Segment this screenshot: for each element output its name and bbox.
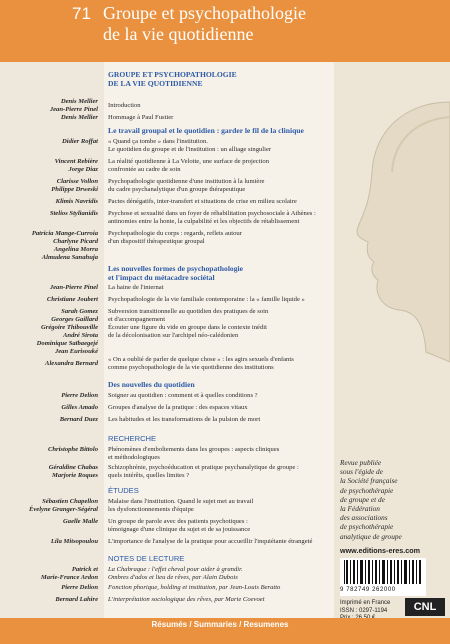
section-heading: Des nouvelles du quotidien	[108, 380, 195, 389]
profile-illustration	[334, 62, 450, 462]
barcode-icon	[340, 558, 426, 586]
author: Patrick et Marie-France Ardon	[40, 566, 98, 581]
author: Lila Mitsopoulou	[50, 538, 98, 545]
author: Stelios Stylianidis	[49, 210, 98, 217]
cnl-logo: CNL	[405, 598, 445, 616]
article-title: Malaise dans l'institution. Quand le sujet met au travail les dysfonctionnements d'équipe	[108, 498, 254, 513]
author: Christiane Joubert	[46, 296, 98, 303]
author: Sarah Gomez Georges Gaillard	[51, 308, 98, 323]
article-title: La réalité quotidienne à La Velotte, une surface de projection confrontée au cadre de soin	[108, 158, 269, 173]
author: Gilles Amado	[61, 404, 98, 411]
section-line: Les nouvelles formes de psychopathologie	[108, 264, 244, 273]
article-title: Soigner au quotidien : comment et à quelles conditions ?	[108, 392, 258, 399]
author: Pierre Delion	[61, 584, 98, 591]
article-title: La Chabraque : l'effet cheval pour aider à grandir. Ombres d'ados et lieu de rêves, par Alain Dubois	[108, 566, 243, 581]
section-heading: NOTES DE LECTURE	[108, 554, 185, 563]
section-line: GROUPE ET PSYCHOPATHOLOGIE	[108, 70, 237, 79]
author: Bernard Duez	[59, 416, 98, 423]
article-title: « On a oublié de parler de quelque chose » : les agirs sexuels d'enfants comme psychopathologie de la vie quotidienne des institutions	[108, 356, 294, 371]
author: Vincent Rebière Jorge Diaz	[54, 158, 98, 173]
website-link[interactable]: www.editions-eres.com	[340, 546, 421, 555]
article-title: Psychose et sexualité dans un foyer de réhabilitation psychosociale à Athènes : antinomies entre la honte, la culpabilité et les objectifs de rétablissement	[108, 210, 316, 225]
author: Denis Mellier	[60, 114, 98, 121]
publisher-note: Revue publiée sous l'égide de la Société française de psychothérapie de groupe et de la Fédération des associations de psychothérapie analytique de groupe	[340, 458, 402, 541]
article-title: « Quand ça tombe » dans l'institution. Le quotidien du groupe et de l'institution : un alliage singulier	[108, 138, 272, 153]
author: Clarisse Vollon Philippe Drweski	[51, 178, 98, 193]
author: Sébastien Chapellon Évelyne Granger-Ségéral	[28, 498, 98, 513]
section-heading: Le travail groupal et le quotidien : garder le fil de la clinique	[108, 126, 304, 135]
author: Klimis Navridis	[55, 198, 98, 205]
section-heading	[108, 264, 243, 282]
article-title: Pactes dénégatifs, inter-transfert et situations de crise en milieu scolaire	[108, 198, 297, 205]
article-title: Schizophrénie, psychoéducation et pratique psychanalytique de groupe : quels intérêts, quelles limites ?	[108, 464, 299, 479]
article-title: Psychopathologie du corps : regards, reflets autour d'un dispositif thérapeutique groupal	[108, 230, 242, 245]
author: Patricia Mange-Curroia Charlyne Picard Angelina Morra Almudena Sanahuja	[31, 230, 98, 261]
title-line-2: de la vie quotidienne	[103, 24, 254, 44]
author: Gaelle Malle	[63, 518, 98, 525]
cover-portrait	[334, 62, 450, 644]
article-title: Écouter une figure du vide en groupe dans le contexte inédit de la décolonisation sur l'archipel néo-calédonien	[108, 324, 267, 339]
section-line: DE LA VIE QUOTIDIENNE	[108, 79, 203, 88]
author: Bernard Lahire	[55, 596, 98, 603]
article-title: Psychopathologie de la vie familiale contemporaine : la « famille liquide »	[108, 296, 305, 303]
article-title: Groupes d'analyse de la pratique : des espaces vitaux	[108, 404, 248, 411]
article-title: L'interprétation sociologique des rêves, par Marie Coevoet	[108, 596, 265, 603]
article-title: Introduction	[108, 102, 141, 109]
section-heading-main	[108, 70, 237, 88]
article-title: La haine de l'internat	[108, 284, 164, 291]
article-title: Les habitudes et les transformations de la pulsion de mort	[108, 416, 261, 423]
author: Denis Mellier Jean-Pierre Pinel	[49, 98, 98, 113]
author: Géraldine Chabas Marjorie Roques	[48, 464, 98, 479]
print-info: Imprimé en France ISSN : 0297-1194	[340, 600, 391, 614]
article-title: Phénomènes d'emboîtements dans les groupes : aspects cliniques et méthodologiques	[108, 446, 280, 461]
author: Jean-Pierre Pinel	[49, 284, 98, 291]
article-title: Fonction phorique, holding et institution, par Jean-Louis Beratto	[108, 584, 281, 591]
author: Alexandra Bernard	[45, 360, 98, 367]
article-title: L'importance de l'analyse de la pratique pour accueillir l'inquiétante étrangeté	[108, 538, 313, 545]
journal-title	[103, 3, 443, 45]
author: Didier Roffat	[62, 138, 98, 145]
article-title: Hommage à Paul Fustier	[108, 114, 174, 121]
issue-number: 71	[72, 4, 91, 23]
section-line: et l'impact du métacadre sociétal	[108, 273, 215, 282]
section-heading: RECHERCHE	[108, 434, 157, 443]
article-title: Un groupe de parole avec des patients psychotiques : témoignage d'une clinique du sujet et de sa jouissance	[108, 518, 251, 533]
article-title: Subversion transitionnelle au quotidien des pratiques de soin et d'accompagnement	[108, 308, 269, 323]
article-title: Psychopathologie quotidienne d'une institution à la lumière du cadre psychanalytique d'un groupe thérapeutique	[108, 178, 265, 193]
section-heading: ÉTUDES	[108, 486, 139, 495]
resumes-footer: Résumés / Summaries / Resumenes	[151, 620, 289, 629]
isbn-number: 9 782749 262000	[340, 587, 396, 593]
author: Christophe Bittolo	[47, 446, 98, 453]
author: Grégoire Thibouville André Sirota Dominique Saïbaegejé Jean Eurisouké	[36, 324, 98, 355]
author: Pierre Delion	[61, 392, 98, 399]
title-line-1: Groupe et psychopathologie	[103, 3, 306, 23]
